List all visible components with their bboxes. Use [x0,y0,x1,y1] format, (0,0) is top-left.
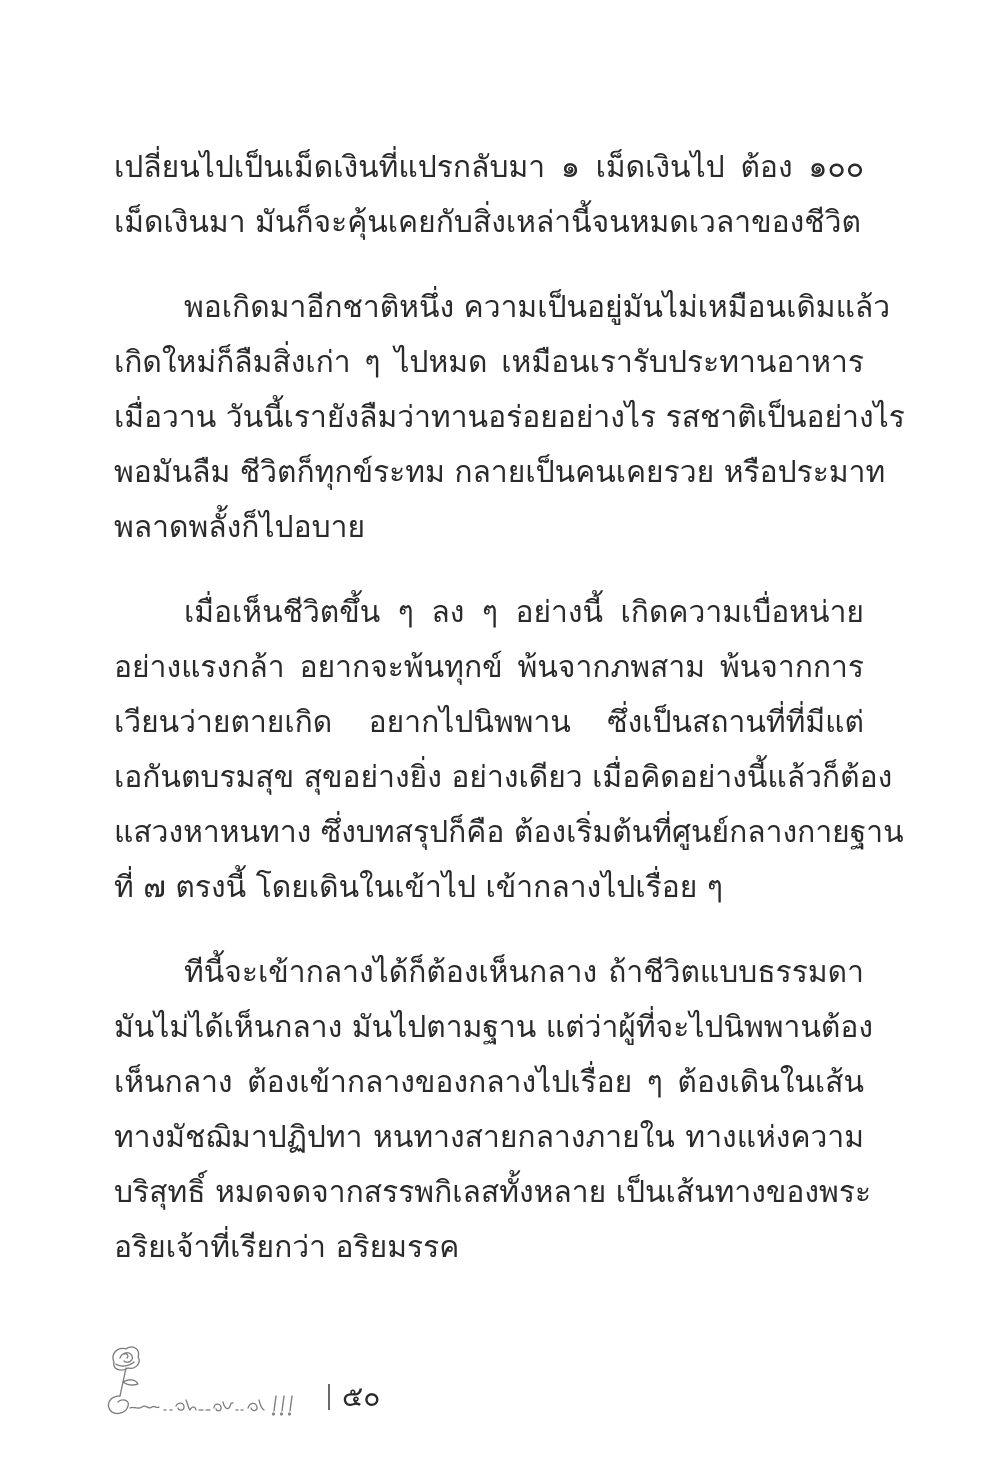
rose-signature-logo [100,1340,330,1420]
paragraph-4 [114,945,874,1275]
text-line: ทีนี้จะเข้ากลางได้ก็ต้องเห็นกลาง ถ้าชีวิตแบบธรรมดา [184,955,864,990]
text-line: เมื่อวาน วันนี้เรายังลืมว่าทานอร่อยอย่างไร รสชาติเป็นอย่างไร [114,400,905,435]
text-line: อย่างแรงกล้า อยากจะพ้นทุกข์ พ้นจากภพสาม พ้นจากการ [114,650,864,685]
footer-divider [328,1384,330,1410]
text-line: บริสุทธิ์ หมดจดจากสรรพกิเลสทั้งหลาย เป็นเส้นทางของพระ [114,1175,872,1210]
text-line: ทางมัชฌิมาปฏิปทา หนทางสายกลางภายใน ทางแห่งความ [114,1120,864,1155]
text-line: เมื่อเห็นชีวิตขึ้น ๆ ลง ๆ อย่างนี้ เกิดความเบื่อหน่าย [184,595,864,630]
text-line: เวียนว่ายตายเกิด อยากไปนิพพาน ซึ่งเป็นสถานที่ที่มีแต่ [114,705,864,740]
text-line: มันไม่ได้เห็นกลาง มันไปตามฐาน แต่ว่าผู้ที่จะไปนิพพานต้อง [114,1010,874,1045]
text-line: เปลี่ยนไปเป็นเม็ดเงินที่แปรกลับมา ๑ เม็ดเงินไป ต้อง ๑๐๐ [114,150,864,185]
text-line: เอกันตบรมสุข สุขอย่างยิ่ง อย่างเดียว เมื่อคิดอย่างนี้แล้วก็ต้อง [114,760,893,795]
paragraph-1 [114,140,864,250]
body-text [114,140,905,1305]
paragraph-2 [114,280,905,555]
text-line: พอมันลืม ชีวิตก็ทุกข์ระทม กลายเป็นคนเคยรวย หรือประมาท [114,455,886,490]
text-line: เกิดใหม่ก็ลืมสิ่งเก่า ๆ ไปหมด เหมือนเรารับประทานอาหาร [114,345,864,380]
text-line: แสวงหาหนทาง ซึ่งบทสรุปก็คือ ต้องเริ่มต้นที่ศูนย์กลางกายฐาน [114,815,904,850]
text-line: อริยเจ้าที่เรียกว่า อริยมรรค [114,1230,460,1265]
text-line: ที่ ๗ ตรงนี้ โดยเดินในเข้าไป เข้ากลางไปเรื่อย ๆ [114,870,723,905]
text-line: พลาดพลั้งก็ไปอบาย [114,510,366,545]
page-footer [100,1340,420,1420]
text-line: พอเกิดมาอีกชาติหนึ่ง ความเป็นอยู่มันไม่เหมือนเดิมแล้ว [184,290,891,325]
text-line: เม็ดเงินมา มันก็จะคุ้นเคยกับสิ่งเหล่านี้จนหมดเวลาของชีวิต [114,205,861,240]
text-line: เห็นกลาง ต้องเข้ากลางของกลางไปเรื่อย ๆ ต้องเดินในเส้น [114,1065,864,1100]
paragraph-3 [114,585,904,915]
page-number: ๕๐ [342,1380,381,1413]
